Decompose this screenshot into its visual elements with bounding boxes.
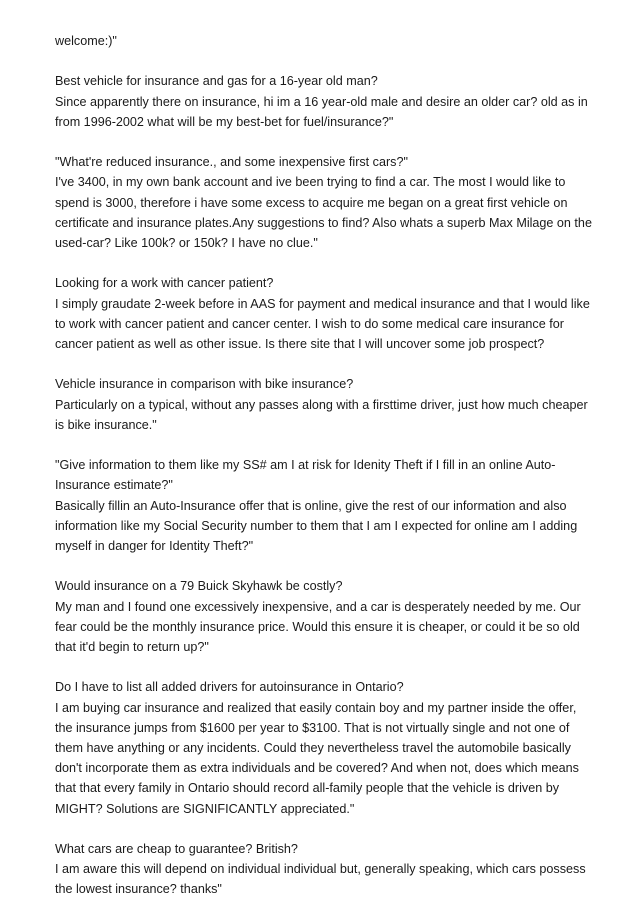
document-page (55, 31, 595, 920)
section-question: Would insurance on a 79 Buick Skyhawk be costly? (55, 579, 343, 594)
section-body: I simply graudate 2-week before in AAS for payment and medical insurance and that I would like to work with cancer patient and cancer center. I wish to do some medical care insurance for cancer patient as well as other issue. Is there site that I will uncover some job prospect? (55, 296, 590, 351)
section-body: Particularly on a typical, without any passes along with a firsttime driver, just how much cheaper is bike insurance." (55, 397, 588, 432)
qa-section (55, 839, 595, 900)
qa-section (55, 273, 595, 354)
intro-paragraph (55, 31, 595, 51)
qa-section (55, 677, 595, 818)
section-question: What cars are cheap to guarantee? British? (55, 842, 298, 856)
qa-section (55, 71, 595, 132)
section-body: I've 3400, in my own bank account and ive been trying to find a car. The most I would like to spend is 3000, therefore i have some excess to acquire me began on a great first vehicle on certificate and insurance plates.Any suggestions to find? Also whats a superb Max Milage on the used-car? Like 100k? or 150k? I have no clue." (55, 175, 592, 250)
section-question: Vehicle insurance in comparison with bike insurance? (55, 377, 354, 392)
section-question: "What're reduced insurance., and some inexpensive first cars?" (55, 155, 408, 170)
section-body: I am aware this will depend on individual individual but, generally speaking, which cars possess the lowest insurance? thanks" (55, 862, 586, 897)
qa-section (55, 576, 595, 657)
section-question: Looking for a work with cancer patient? (55, 276, 274, 291)
section-body: My man and I found one excessively inexpensive, and a car is desperately needed by me. Our fear could be the monthly insurance price. Would this ensure it is cheaper, or could it be so old that it'd begin to return up?" (55, 599, 581, 654)
intro-text: welcome:)" (55, 34, 117, 48)
qa-section (55, 455, 595, 556)
qa-section (55, 152, 595, 253)
section-body: Since apparently there on insurance, hi im a 16 year-old male and desire an older car? old as in from 1996-2002 what will be my best-bet for fuel/insurance?" (55, 94, 588, 129)
section-body: I am buying car insurance and realized that easily contain boy and my partner inside the offer, the insurance jumps from $1600 per year to $3100. That is not virtually single and not one of them have anything or any incidents. Could they nevertheless travel the automobile basically don't incorporate them as extra individuals and be covered? And when not, does which means that that every family in Ontario should record all-family people that the vehicle is driven by MIGHT? Solutions are SIGNIFICANTLY appreciated." (55, 700, 579, 816)
section-question: "Give information to them like my SS# am I at risk for Idenity Theft if I fill in an online Auto-Insurance estimate?" (55, 458, 556, 493)
section-body: Basically fillin an Auto-Insurance offer that is online, give the rest of our information and also information like my Social Security number to them that I am I expected for online am I adding myself in danger for Identity Theft?" (55, 498, 578, 553)
section-question: Best vehicle for insurance and gas for a 16-year old man? (55, 74, 378, 89)
qa-section (55, 374, 595, 435)
section-question: Do I have to list all added drivers for autoinsurance in Ontario? (55, 680, 404, 695)
